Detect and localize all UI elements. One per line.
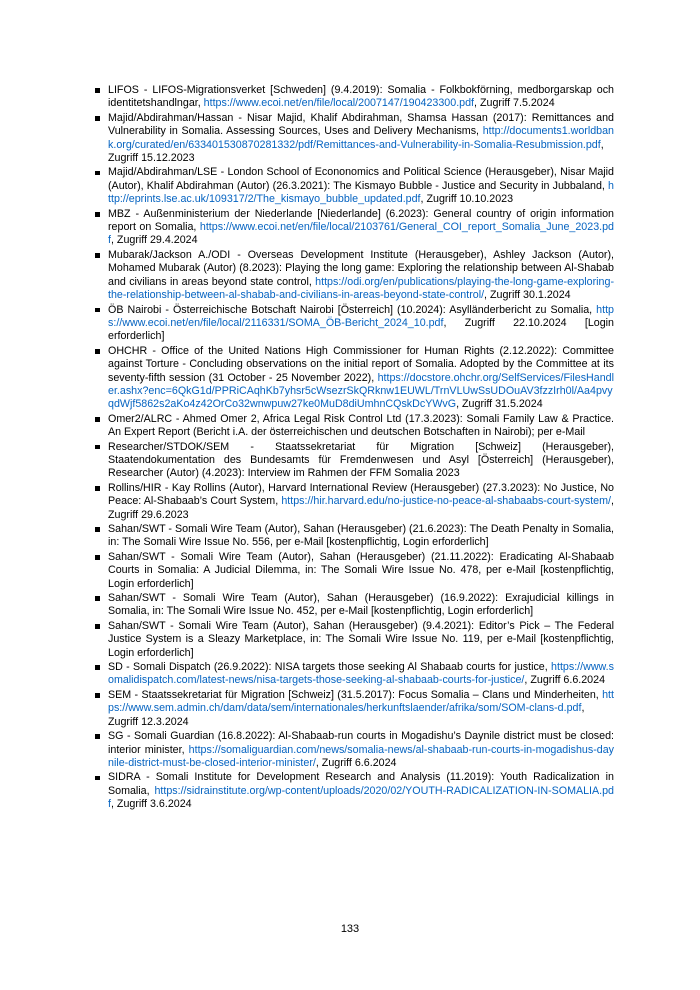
reference-link[interactable]: https://www.somalidispatch.com/latest-news/nisa-targets-those-seeking-al-shabaab-courts-for-justice/ bbox=[108, 661, 614, 687]
reference-text: Rollins/HIR - Kay Rollins (Autor), Harvard International Review (Herausgeber) (27.3.2023): No Justice, No Peace: Al-Shabaab’s Court System, bbox=[108, 481, 614, 508]
reference-link[interactable]: https://www.ecoi.net/en/file/local/2116331/SOMA_ÖB-Bericht_2024_10.pdf bbox=[108, 303, 614, 329]
reference-text: , Zugriff 6.6.2024 bbox=[524, 674, 606, 687]
reference-item bbox=[95, 551, 614, 591]
reference-text: OHCHR - Office of the United Nations High Commissioner for Human Rights (2.12.2022): Committee against Torture - Concluding observations on the initial report of Somalia. Adopted by the Committee at its seventy-fifth session (31 October - 25 November 2022), bbox=[108, 344, 614, 384]
reference-text: ÖB Nairobi - Österreichische Botschaft Nairobi [Österreich] (10.2024): Asylländerbericht zu Somalia, bbox=[108, 303, 597, 316]
bullet-icon bbox=[95, 417, 100, 422]
bullet-icon bbox=[95, 308, 100, 313]
bullet-icon bbox=[95, 349, 100, 354]
reference-link[interactable]: https://sidrainstitute.org/wp-content/uploads/2020/02/YOUTH-RADICALIZATION-IN-SOMALIA.pdf bbox=[108, 784, 614, 811]
reference-text: , Zugriff 29.4.2024 bbox=[110, 234, 198, 247]
reference-item bbox=[95, 523, 614, 550]
reference-text: Sahan/SWT - Somali Wire Team (Autor), Sahan (Herausgeber) (21.6.2023): The Death Penalty in Somalia, in: The Somali Wire Issue No. 556, per e-Mail [kostenpflichtig, Login erforderlich] bbox=[108, 523, 614, 549]
bullet-icon bbox=[95, 88, 100, 93]
reference-item bbox=[95, 620, 614, 660]
reference-item bbox=[95, 441, 614, 481]
bullet-icon bbox=[95, 776, 100, 781]
reference-text: MBZ - Außenministerium der Niederlande [Niederlande] (6.2023): General country of origin information report on Somalia, bbox=[108, 207, 614, 234]
reference-text: Mubarak/Jackson A./ODI - Overseas Development Institute (Herausgeber), Ashley Jackson (Autor), Mohamed Mubarak (Autor) (8.2023): Playing the long game: Exploring the relationship between Al-Shabab and civilians in areas beyond state control, bbox=[108, 248, 614, 288]
reference-item bbox=[95, 482, 614, 522]
reference-text: Sahan/SWT - Somali Wire Team (Autor), Sahan (Herausgeber) (16.9.2022): Exrajudicial killings in Somalia, in: The Somali Wire Issue No. 452, per e-Mail [kostenpflichtig, Login erforderlich] bbox=[108, 592, 614, 618]
reference-text: Researcher/STDOK/SEM - Staatssekretariat für Migration [Schweiz] (Herausgeber), Staatendokumentation des Bundesamts für Fremdenwesen und Asyl [Österreich] (Herausgeber), Researcher (Autor) (4.2023): Interview im Rahmen der FFM Somalia 2023 bbox=[108, 440, 614, 480]
reference-text: Omer2/ALRC - Ahmed Omer 2, Africa Legal Risk Control Ltd (17.3.2023): Somali Family Law & Practice. An Expert Report (Bericht i.A. der österreichischen und deutschen Botschaften in Nairobi); per e-Mail bbox=[108, 412, 614, 439]
reference-link[interactable]: http://documents1.worldbank.org/curated/en/633401530870281332/pdf/Remittances-and-Vulnerability-in-Somalia-Resubmission.pdf bbox=[108, 125, 614, 151]
reference-text: , Zugriff 7.5.2024 bbox=[474, 97, 555, 110]
reference-link[interactable]: https://hir.harvard.edu/no-justice-no-peace-al-shabaabs-court-system/ bbox=[281, 495, 612, 508]
reference-text: Majid/Abdirahman/Hassan - Nisar Majid, Khalif Abdirahman, Shamsa Hassan (2017): Remittances and Vulnerability in Somalia. Assessing Sources, Uses and Delivery Mechanisms, bbox=[108, 111, 614, 138]
bullet-icon bbox=[95, 212, 100, 217]
reference-link[interactable]: https://www.sem.admin.ch/dam/data/sem/internationales/herkunftslaender/afrika/som/SOM-clans-d.pdf bbox=[108, 688, 614, 715]
reference-text: SG - Somali Guardian (16.8.2022): Al-Shabaab-run courts in Mogadishu’s Daynile district must be closed: interior minister, bbox=[108, 730, 614, 756]
reference-text: , Zugriff 30.1.2024 bbox=[484, 289, 571, 302]
reference-item bbox=[95, 771, 614, 811]
reference-text: Sahan/SWT - Somali Wire Team (Autor), Sahan (Herausgeber) (21.11.2022): Eradicating Al-Shabaab Courts in Somalia: A Judicial Dilemma, in: The Somali Wire Issue No. 478, per e-Mail [kostenpflichtig, Login erforderlich] bbox=[108, 550, 614, 590]
reference-text: , Zugriff 15.12.2023 bbox=[108, 138, 604, 165]
reference-text: LIFOS - LIFOS-Migrationsverket [Schweden] (9.4.2019): Somalia - Folkbokförning, medborgarskap och identitetshandlngar, bbox=[108, 84, 614, 110]
reference-item bbox=[95, 249, 614, 303]
bullet-icon bbox=[95, 171, 100, 176]
reference-item bbox=[95, 413, 614, 440]
reference-text: Majid/Abdirahman/LSE - London School of Econonomics and Political Science (Herausgeber), Nisar Majid (Autor), Khalif Abdirahman (Autor) (26.3.2021): The Kismayo Bubble - Justice and Security in Jubbaland, bbox=[108, 166, 614, 192]
reference-item bbox=[95, 730, 614, 770]
reference-item bbox=[95, 166, 614, 206]
bullet-icon bbox=[95, 693, 100, 698]
reference-link[interactable]: https://odi.org/en/publications/playing-the-long-game-exploring-the-relationship-between-al-shabab-and-civilians-in-areas-beyond-state-control/ bbox=[108, 275, 614, 302]
reference-text: SIDRA - Somali Institute for Development Research and Analysis (11.2019): Youth Radicalization in Somalia, bbox=[108, 771, 614, 797]
reference-text: , Zugriff 22.10.2024 [Login erforderlich] bbox=[108, 316, 614, 343]
bullet-icon bbox=[95, 624, 100, 629]
reference-text: , Zugriff 6.6.2024 bbox=[315, 756, 397, 769]
bullet-icon bbox=[95, 116, 100, 121]
reference-item bbox=[95, 208, 614, 248]
bullet-icon bbox=[95, 486, 100, 491]
reference-text: , Zugriff 29.6.2023 bbox=[108, 495, 614, 521]
reference-item bbox=[95, 661, 614, 688]
reference-text: SD - Somali Dispatch (26.9.2022): NISA targets those seeking Al Shabaab courts for justice, bbox=[108, 661, 552, 674]
reference-link[interactable]: https://docstore.ohchr.org/SelfServices/FilesHandler.ashx?enc=6QkG1d/PPRiCAqhKb7yhsr5cWsezrSkQRknw1EUWL/TrnVLUwSsUDOuAV3fzzIrh0l/Aa4pvyqdWjf5862s2aKo4z42OrCo32wnwpuw27ke0MuD8diUmhnCQskDcYWvG bbox=[108, 371, 614, 411]
references-section bbox=[95, 84, 614, 813]
page-number: 133 bbox=[340, 923, 360, 935]
bullet-icon bbox=[95, 445, 100, 450]
bullet-icon bbox=[95, 555, 100, 560]
reference-item bbox=[95, 304, 614, 344]
bullet-icon bbox=[95, 734, 100, 739]
reference-text: , Zugriff 12.3.2024 bbox=[108, 702, 585, 728]
reference-link[interactable]: https://www.ecoi.net/en/file/local/2103761/General_COI_report_Somalia_June_2023.pdf bbox=[108, 221, 614, 247]
reference-item bbox=[95, 84, 614, 111]
reference-link[interactable]: https://www.ecoi.net/en/file/local/2007147/190423300.pdf bbox=[203, 97, 475, 110]
reference-item bbox=[95, 112, 614, 166]
bullet-icon bbox=[95, 253, 100, 258]
reference-text: , Zugriff 31.5.2024 bbox=[456, 398, 543, 411]
reference-list bbox=[95, 84, 614, 812]
reference-text: Sahan/SWT - Somali Wire Team (Autor), Sahan (Herausgeber) (9.4.2021): Editor’s Pick – The Federal Justice System is a Sleazy Marketplace, in: The Somali Wire Issue No. 119, per e-Mail [kostenpflichtig, Login erforderlich] bbox=[108, 619, 614, 659]
reference-item bbox=[95, 592, 614, 619]
reference-item bbox=[95, 689, 614, 729]
bullet-icon bbox=[95, 596, 100, 601]
reference-text: SEM - Staatssekretariat für Migration [Schweiz] (31.5.2017): Focus Somalia – Clans und Minderheiten, bbox=[108, 688, 603, 701]
reference-text: , Zugriff 3.6.2024 bbox=[110, 798, 192, 811]
bullet-icon bbox=[95, 527, 100, 532]
reference-text: , Zugriff 10.10.2023 bbox=[420, 193, 514, 206]
bullet-icon bbox=[95, 665, 100, 670]
reference-link[interactable]: https://somaliguardian.com/news/somalia-news/al-shabaab-run-courts-in-mogadishus-daynile-district-must-be-closed-interior-minister/ bbox=[108, 743, 614, 769]
reference-item bbox=[95, 345, 614, 412]
reference-link[interactable]: http://eprints.lse.ac.uk/109317/2/The_kismayo_bubble_updated.pdf bbox=[108, 179, 614, 206]
